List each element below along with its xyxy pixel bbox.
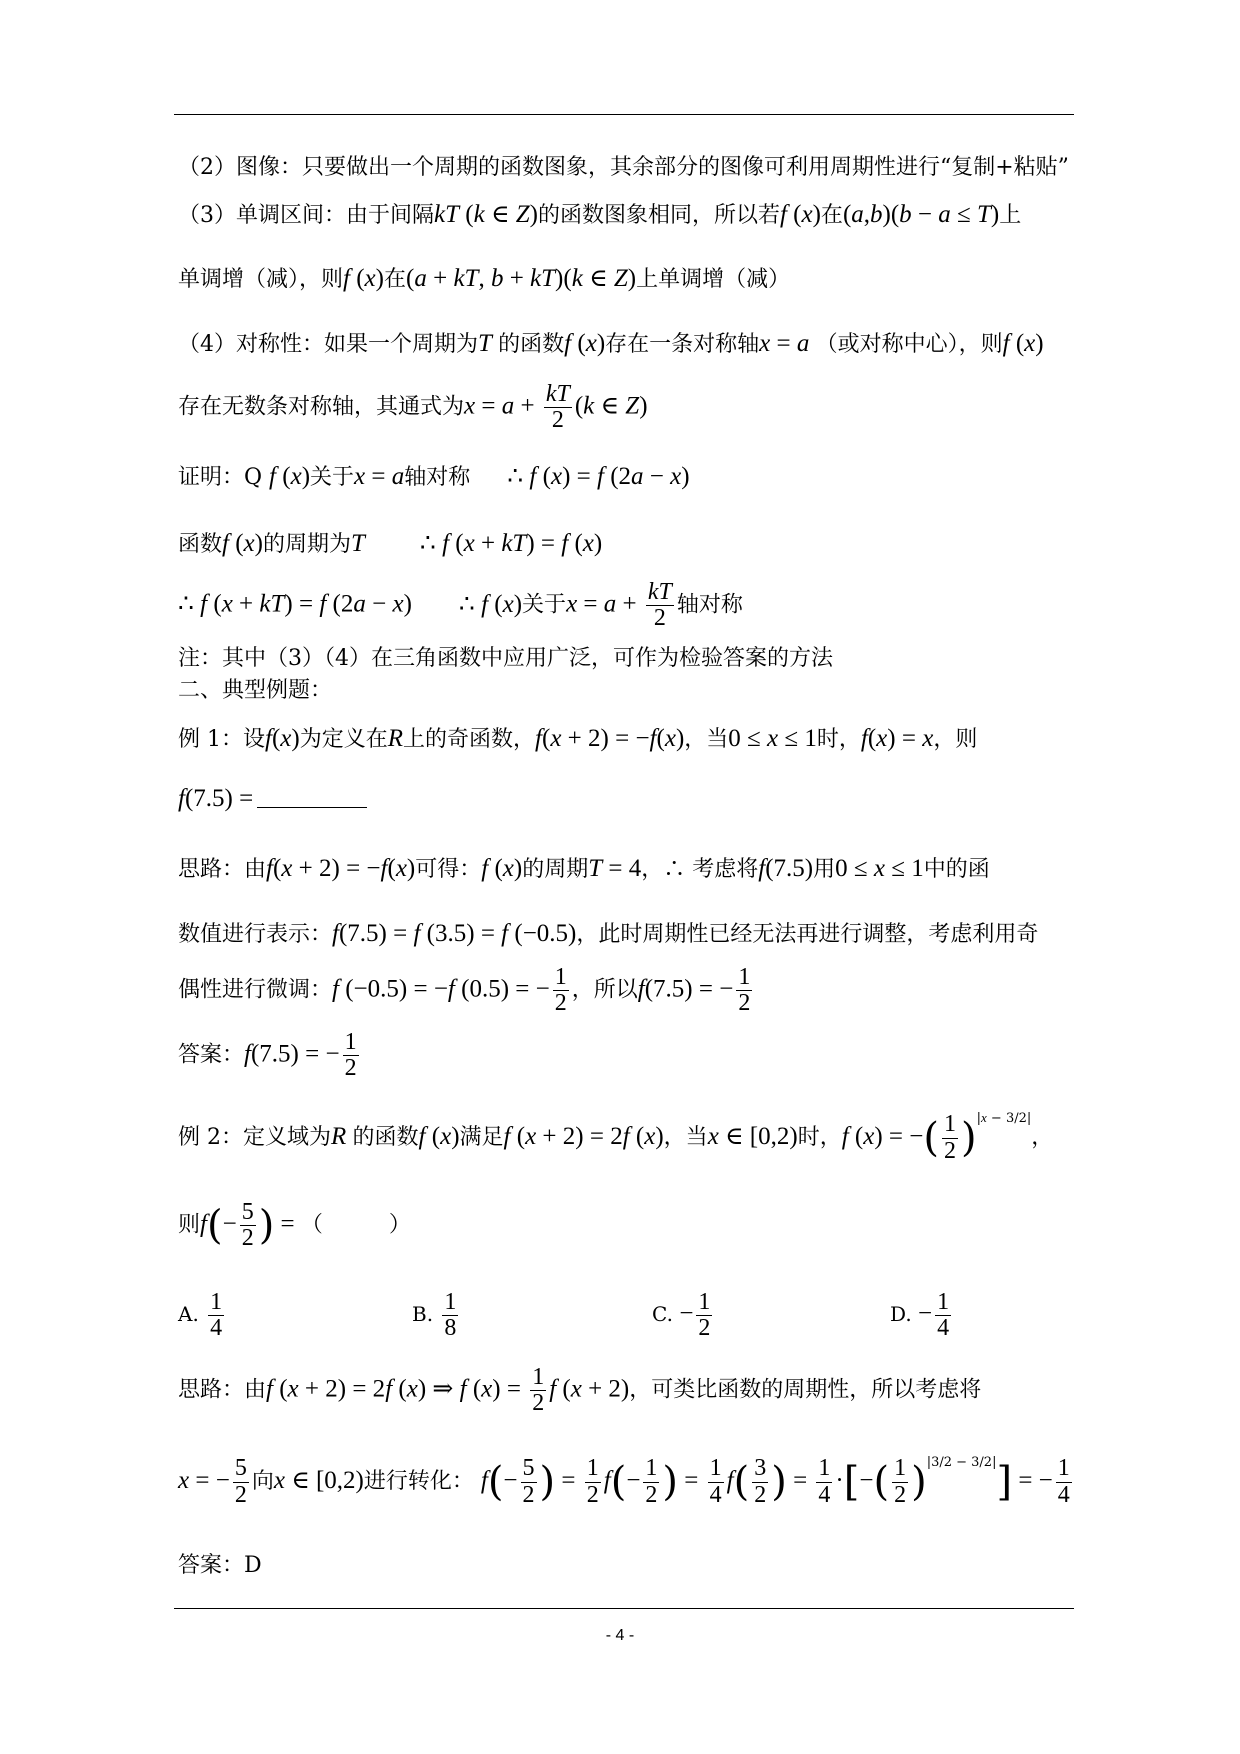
math: · [835,1467,844,1494]
math: f (x) [222,530,263,557]
text: （或对称中心），则 [815,332,1003,357]
text: ，此时周期性已经无法再进行调整，考虑利用奇 [576,922,1039,947]
math: − [859,1467,874,1494]
math: f (x + 2) = 2f (x) ⇒ f (x) = [266,1375,528,1403]
option-b[interactable] [412,1290,461,1341]
proof-line-2 [178,527,1070,558]
exponent: |3/2 − 3/2| [926,1455,997,1470]
text: 二、典型例题： [178,678,333,703]
answer-blank [257,807,367,808]
example-2-question [178,1110,1070,1164]
math: ) [662,1459,679,1505]
math: = [555,1467,582,1494]
text: 例 2：定义域为 [178,1125,331,1150]
option-label: D. [890,1302,912,1327]
text: 存在无数条对称轴，其通式为 [178,394,465,420]
text-line-monotonic [178,198,1070,229]
text: 例 1：设 [178,727,265,752]
math: x = − [178,1467,230,1494]
text: ，当 [684,727,729,752]
math: f [726,1467,734,1494]
example-2-ask [178,1200,1070,1251]
text: 关于 [310,465,355,490]
fraction-kT-2: $\frac{kT}{2}$ [647,579,672,632]
text: 在 [820,203,843,228]
math: f(x) = x [860,725,934,752]
math: ) [961,1115,977,1161]
fraction-3-2: $\frac{3}{2}$ [754,1455,767,1508]
text: （ ） [300,1212,411,1238]
math: 0 ≤ x ≤ 1 [728,725,817,752]
math: f (x) [343,265,384,292]
math: ( [487,1459,504,1505]
text: 答案： [178,1042,245,1068]
text: 思路：由 [178,1377,267,1403]
fraction-1-2: $\frac{1}{2}$ [586,1455,599,1508]
math: R [331,1123,347,1150]
fraction-1-2: $\frac{1}{2}$ [344,1029,357,1082]
math: f(7.5) = − [244,1040,340,1068]
math: f (x) = − [841,1123,924,1150]
math: − [222,1210,237,1238]
math: ] [996,1459,1013,1505]
thought-1-line-2 [178,917,1070,948]
fraction-1-2: $\frac{1}{2}$ [554,964,567,1017]
text: 的函数图象相同，所以若 [537,203,780,228]
math: f(7.5) = [178,785,254,812]
math: x ∈ [0,2) [273,1467,364,1494]
option-c[interactable] [652,1290,715,1341]
text: ，可类比函数的周期性，所以考虑将 [629,1377,982,1403]
math: f (x) [418,1123,460,1150]
math: ∴ f (x) = f (2a − x) [507,463,690,490]
thought-2-line-2 [178,1455,1070,1508]
text: 满足 [459,1125,504,1150]
fraction-1-2: $\frac{1}{2}$ [944,1111,956,1164]
text-line-axes [178,382,1070,433]
text: 数值进行表示： [178,922,333,947]
math: − [918,1300,933,1328]
option-label: B. [412,1302,434,1327]
thought-1-line-3 [178,965,1070,1016]
text: 答案：D [178,1553,262,1578]
text: 在 [383,267,406,292]
math: − [503,1467,518,1494]
math: f (−0.5) = −f (0.5) = − [332,975,550,1003]
math: ( [610,1459,627,1505]
math: ∴ f (x) [458,590,523,618]
math: f(x + 2) = −f(x) [266,855,416,882]
math: f(7.5) = f (3.5) = f (−0.5) [332,920,577,947]
text-line-image [178,150,1070,181]
text: 单调增（减），则 [178,267,344,292]
math: R [387,725,404,752]
math: = [274,1210,301,1238]
text: （3）单调区间：由于间隔 [178,203,434,228]
math: f (x + 2) = 2f (x) [503,1123,664,1150]
text: ，当 [663,1125,708,1150]
text: 上单调增（减） [636,267,791,292]
text: 为定义在 [299,727,388,752]
text: 函数 [178,532,223,557]
math: ) [911,1459,927,1505]
math: T [351,530,365,557]
fraction-1-2: $\frac{1}{2}$ [738,964,751,1017]
math: x ∈ [0,2) [707,1123,798,1150]
math: f (x) [1002,330,1044,357]
math: ∴ f (x + kT) = f (2a − x) [178,590,412,618]
math: f [200,1210,207,1238]
math: ( [206,1202,223,1249]
text: 用 [813,857,836,882]
option-label: A. [178,1302,199,1327]
header-rule [174,114,1074,115]
exponent: |x − 3/2| [976,1110,1032,1126]
math: f(x) [265,725,300,752]
text: 轴对称 [404,465,471,490]
math: = − [1012,1467,1053,1494]
math: ( [873,1459,890,1505]
text: 的函数 [498,332,565,357]
fraction-1-4: $\frac{1}{4}$ [818,1455,831,1508]
math: 0 ≤ x ≤ 1 [835,855,924,882]
answer-2 [178,1548,1070,1579]
math: ) [258,1202,275,1249]
proof-line-1 [178,460,1070,491]
text: 上 [999,203,1022,228]
text: 时， [816,727,861,752]
text: 进行转化： [363,1469,474,1494]
fraction-5-2: $\frac{5}{2}$ [522,1455,535,1508]
text: （2）图像：只要做出一个周期的函数图象，其余部分的图像可利用周期性进行“复制+粘贴” [178,155,1069,180]
fraction-1-4: $\frac{1}{4}$ [1057,1455,1070,1508]
note-line [178,641,1070,672]
math: f (x) [269,463,311,490]
text: 轴对称 [676,592,743,618]
fraction-1-2: $\frac{1}{2}$ [532,1364,545,1417]
example-1-blank [178,785,1070,813]
fraction-1-4: $\frac{1}{4}$ [937,1289,950,1342]
thought-2-line-1 [178,1365,1070,1416]
text: 上的奇函数， [403,727,536,752]
text: 存在一条对称轴 [605,332,760,357]
section-heading [178,673,1070,704]
math: (k ∈ Z) [574,392,648,420]
text: 思路：由 [178,857,267,882]
page-number: - 4 - [605,1627,635,1644]
text-line-monotonic-2 [178,262,1070,293]
math: − [626,1467,641,1494]
text: 向 [251,1469,274,1494]
math: x = a + [566,590,643,618]
math: − [679,1300,694,1328]
text: 偶性进行微调： [178,977,333,1003]
math: = [678,1467,705,1494]
math: (a,b)(b − a ≤ T) [842,201,1000,228]
text: （4）对称性：如果一个周期为 [178,332,478,357]
math: x = a + [464,392,541,420]
footer-rule [174,1608,1074,1609]
fraction-1-2: $\frac{1}{2}$ [894,1455,907,1508]
text: 注：其中（3）（4）在三角函数中应用广泛，可作为检验答案的方法 [178,646,833,671]
fraction-1-4: $\frac{1}{4}$ [210,1289,223,1342]
math: T = 4 [588,855,642,882]
answer-1 [178,1030,1070,1081]
example-1-question [178,722,1070,753]
math: x = a [354,463,405,490]
text: 的函数 [352,1125,419,1150]
option-label: C. [652,1302,673,1327]
math: ) [539,1459,556,1505]
fraction-1-2: $\frac{1}{2}$ [698,1289,711,1342]
thought-1-line-1 [178,852,1070,883]
text: 时， [797,1125,842,1150]
option-a[interactable] [178,1290,227,1341]
text: 的周期 [522,857,589,882]
text: ，∴ 考虑将 [641,857,759,882]
math: f (x) [779,201,821,228]
math: ( [733,1459,750,1505]
text-line-symmetry [178,327,1070,358]
math: (a + kT, b + kT)(k ∈ Z) [406,265,637,292]
proof-line-3 [178,580,1070,631]
text: 关于 [522,592,567,618]
math: f (x + 2) [549,1375,630,1403]
text: 证明：Q [178,465,263,490]
math: f(7.5) = − [637,975,734,1003]
option-d[interactable] [890,1290,954,1341]
math: f (x) [481,855,523,882]
math: ) [771,1459,787,1505]
text: 则 [178,1212,201,1238]
math: f(x + 2) = −f(x) [535,725,685,752]
fraction-1-2: $\frac{1}{2}$ [645,1455,658,1508]
math: ∴ f (x + kT) = f (x) [419,530,603,557]
math: ( [923,1115,939,1161]
fraction-1-4: $\frac{1}{4}$ [709,1455,722,1508]
math: kT (k ∈ Z) [434,201,538,228]
text: 中的函 [923,857,990,882]
math: f [480,1467,488,1494]
math: [ [843,1459,860,1505]
fraction-5-2: $\frac{5}{2}$ [234,1455,247,1508]
math: x = a [759,330,810,357]
text: ，所以 [571,977,638,1003]
fraction-kT-2: $\frac{kT}{2}$ [545,381,570,434]
math: T [478,330,492,357]
text: ， [1031,1125,1054,1150]
math: = [786,1467,814,1494]
text: 的周期为 [262,532,351,557]
text: ，则 [933,727,978,752]
fraction-5-2: $\frac{5}{2}$ [241,1199,254,1252]
fraction-1-8: $\frac{1}{8}$ [444,1289,457,1342]
math: f [603,1467,611,1494]
text: 可得： [415,857,482,882]
math: f (x) [564,330,606,357]
math: f(7.5) [758,855,814,882]
